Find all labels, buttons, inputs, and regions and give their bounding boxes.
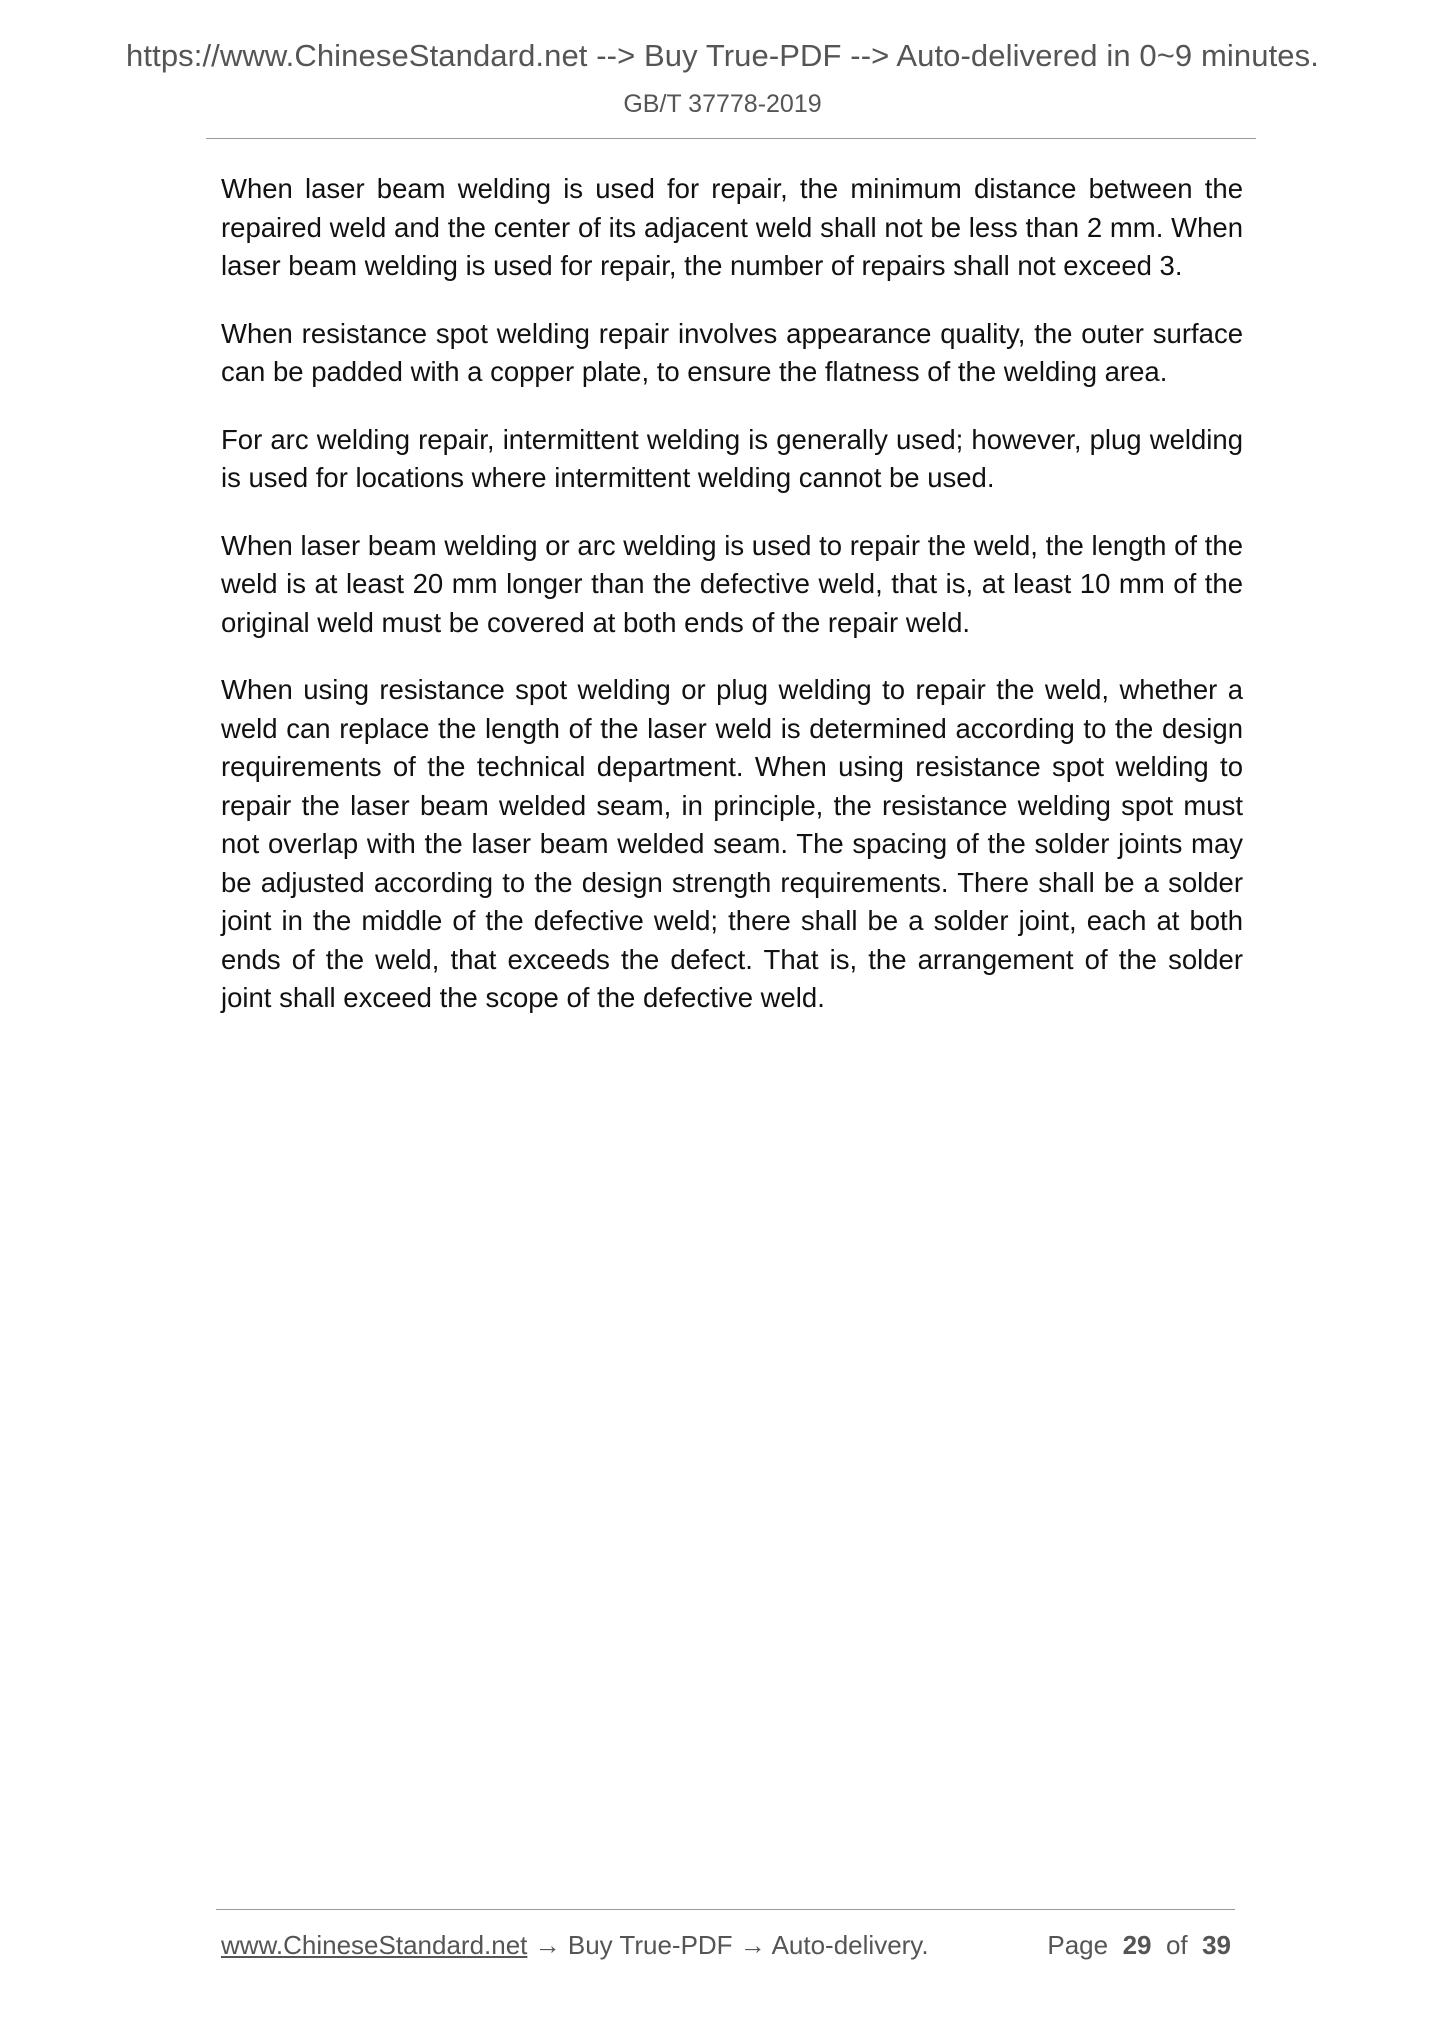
page-label: Page xyxy=(1047,1930,1109,1960)
footer-left xyxy=(221,1930,929,1961)
paragraph-spot-welding-appearance: When resistance spot welding repair involves appearance quality, the outer surface can be padded with a copper plate, to ensure the flatness of the welding area. xyxy=(221,317,1243,387)
page-indicator xyxy=(1047,1930,1231,1961)
footer-divider xyxy=(216,1909,1235,1910)
body-text xyxy=(221,170,1243,1047)
standard-code: GB/T 37778-2019 xyxy=(623,90,822,118)
footer-tagline: → Buy True-PDF → Auto-delivery. xyxy=(527,1930,929,1960)
footer-website-link[interactable]: www.ChineseStandard.net xyxy=(221,1930,528,1960)
of-label: of xyxy=(1165,1930,1188,1960)
total-pages: 39 xyxy=(1202,1930,1231,1960)
paragraph-arc-welding: For arc welding repair, intermittent welding is generally used; however, plug welding is used for locations where intermittent welding cannot be used. xyxy=(221,423,1243,493)
page-number: 29 xyxy=(1122,1930,1152,1960)
paragraph-laser-repair: When laser beam welding is used for repair, the minimum distance between the repaired weld and the center of its adjacent weld shall not be less than 2 mm. When laser beam welding is used for repair, the number of repairs shall not exceed 3. xyxy=(221,173,1243,281)
paragraph-solder-joints: When using resistance spot welding or plug welding to repair the weld, whether a weld can replace the length of the laser weld is determined according to the design requirements of the technical department. When using resistance spot welding to repair the laser beam welded seam, in principle, the resistance welding spot must not overlap with the laser beam welded seam. The spacing of the solder joints may be adjusted according to the design strength requirements. There shall be a solder joint in the middle of the defective weld; there shall be a solder joint, each at both ends of the weld, that exceeds the defect. That is, the arrangement of the solder joint shall exceed the scope of the defective weld. xyxy=(221,674,1243,1013)
top-banner: https://www.ChineseStandard.net --> Buy True-PDF --> Auto-delivered in 0~9 minutes. xyxy=(126,38,1319,73)
header-divider xyxy=(206,138,1256,139)
paragraph-weld-length: When laser beam welding or arc welding is used to repair the weld, the length of the weld is at least 20 mm longer than the defective weld, that is, at least 10 mm of the original weld must be covered at both ends of the repair weld. xyxy=(221,529,1243,638)
